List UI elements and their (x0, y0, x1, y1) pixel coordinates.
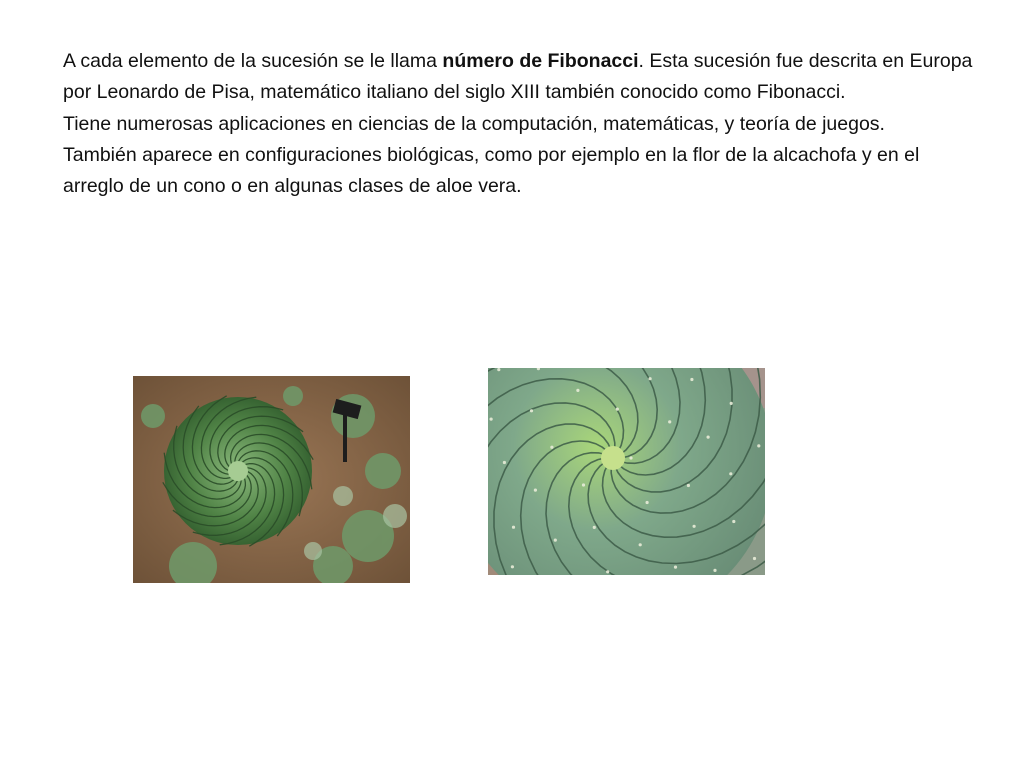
paragraph-biology: También aparece en configuraciones biológicas, como por ejemplo en la flor de la alcachofa y en el arreglo de un cono o en algunas clases de aloe vera. (63, 143, 920, 198)
fibonacci-number-term: número de Fibonacci (442, 50, 639, 72)
intro-text: A cada elemento de la sucesión se le llama (63, 50, 443, 72)
spiral-aloe-garden-photo (133, 376, 410, 583)
spiral-aloe-closeup-photo (488, 368, 765, 575)
paragraph-applications: Tiene numerosas aplicaciones en ciencias de la computación, matemáticas, y teoría de juegos. (63, 112, 885, 135)
paragraph-fibonacci-intro (63, 46, 973, 109)
slide-text-block (63, 46, 973, 202)
intro-text-continued: . Esta sucesión fue descrita en Europa por Leonardo de Pisa, matemático italiano del siglo XIII también conocido como Fibonacci. (63, 50, 973, 104)
